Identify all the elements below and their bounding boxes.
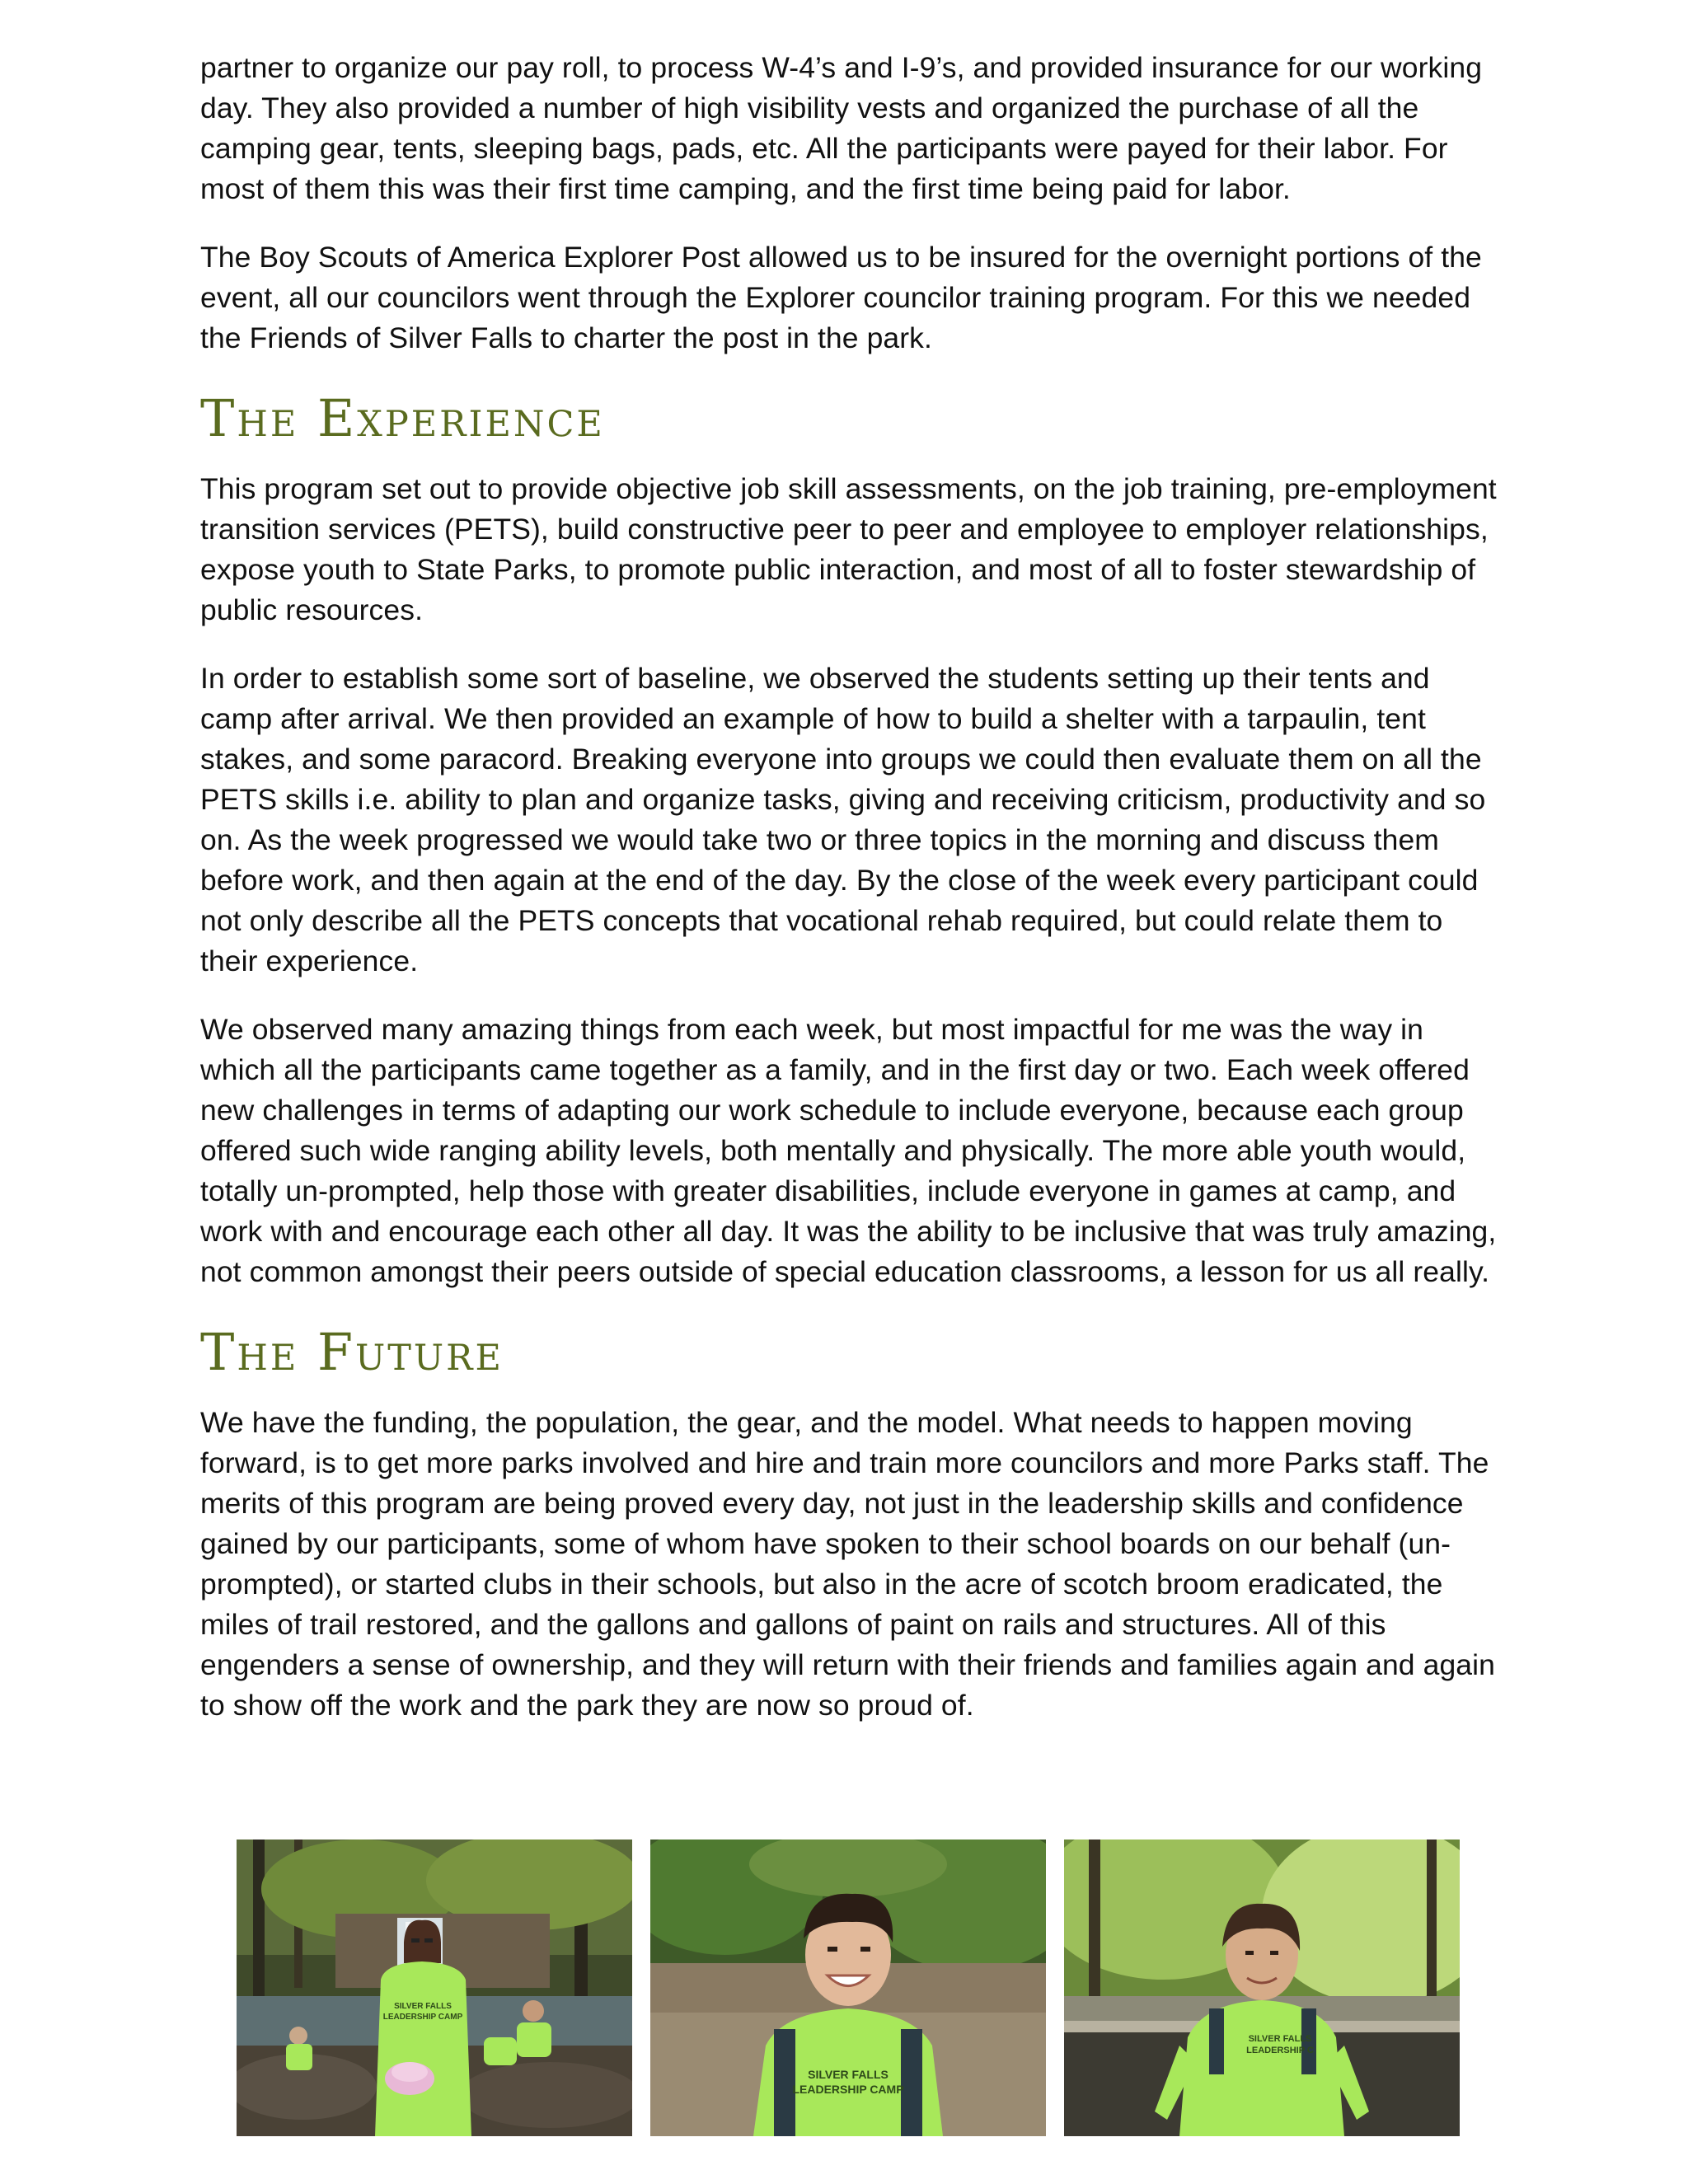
shirt-text-line-2: LEADERSHIP CAMP bbox=[382, 2013, 463, 2022]
experience-paragraph-1: This program set out to provide objective job skill assessments, on the job training, pre-employment transition services (PETS), build constructive peer to peer and employee to employer relationships, expose youth to State Parks, to promote public interaction, and most of all to foster stewardship of public resources. bbox=[200, 472, 1497, 626]
future-paragraph-1: We have the funding, the population, the gear, and the model. What needs to happen moving forward, is to get more parks involved and hire and train more councilors and more Parks staff. The merits of this program are being proved every day, not just in the leadership skills and confidence gained by our participants, some of whom have spoken to their school boards on our behalf (un-prompted), or started clubs in their schools, but also in the acre of scotch broom eradicated, the miles of trail restored, and the gallons and gallons of paint on rails and structures. All of this engenders a sense of ownership, and they will return with their friends and families again and again to show off the work and the park they are now so proud of. bbox=[200, 1406, 1495, 1722]
experience-paragraph-3: We observed many amazing things from each week, but most impactful for me was the way in which all the participants came together as a family, and in the first day or two. Each week offered new challenges in terms of adapting our work schedule to include everyone, because each group offered such wide ranging ability levels, both mentally and physically. The more able youth would, totally un-prompted, help those with greater disabilities, include everyone in games at camp, and work with and encourage each other all day. It was the ability to be inclusive that was truly amazing, not common amongst their peers outside of special education classrooms, a lesson for us all really. bbox=[200, 1013, 1497, 1288]
intro-paragraph-1: partner to organize our pay roll, to process W-4’s and I-9’s, and provided insurance for our working day. They also provided a number of high visibility vests and organized the purchase of all the camping gear, tents, sleeping bags, pads, etc. All the participants were payed for their labor. For most of them this was their first time camping, and the first time being paid for labor. bbox=[200, 51, 1483, 205]
shirt-text-line-1: SILVER FALLS bbox=[394, 2002, 452, 2011]
future-heading: The Future bbox=[200, 1322, 504, 1382]
intro-paragraph-2: The Boy Scouts of America Explorer Post allowed us to be insured for the overnight portions of the event, all our councilors went through the Explorer councilor training program. For this we needed the Friends of Silver Falls to charter the post in the park. bbox=[200, 241, 1482, 354]
experience-heading: The Experience bbox=[200, 388, 605, 448]
experience-paragraph-2: In order to establish some sort of baseline, we observed the students setting up their tents and camp after arrival. We then provided an example of how to build a shelter with a tarpaulin, tent stakes, and some paracord. Breaking everyone into groups we could then evaluate them on all the PETS skills i.e. ability to plan and organize tasks, giving and receiving criticism, productivity and so on. As the week progressed we would take two or three topics in the morning and discuss them before work, and then again at the end of the day. By the close of the week every participant could not only describe all the PETS concepts that vocational rehab required, but could relate them to their experience. bbox=[200, 662, 1486, 977]
photo-waterfall-camper bbox=[237, 1840, 632, 2136]
shirt-text-line-1: SILVER FALLS bbox=[1248, 2034, 1312, 2044]
document-page bbox=[200, 48, 1503, 1754]
photo-strip bbox=[237, 1840, 1460, 2136]
photo-smiling-camper bbox=[650, 1840, 1046, 2136]
shirt-text-line-2: LEADERSHIP C bbox=[1246, 2046, 1314, 2055]
photo-creek-camper bbox=[1064, 1840, 1460, 2136]
shirt-text-line-2: LEADERSHIP CAMP bbox=[792, 2083, 904, 2096]
shirt-text-line-1: SILVER FALLS bbox=[808, 2068, 889, 2081]
